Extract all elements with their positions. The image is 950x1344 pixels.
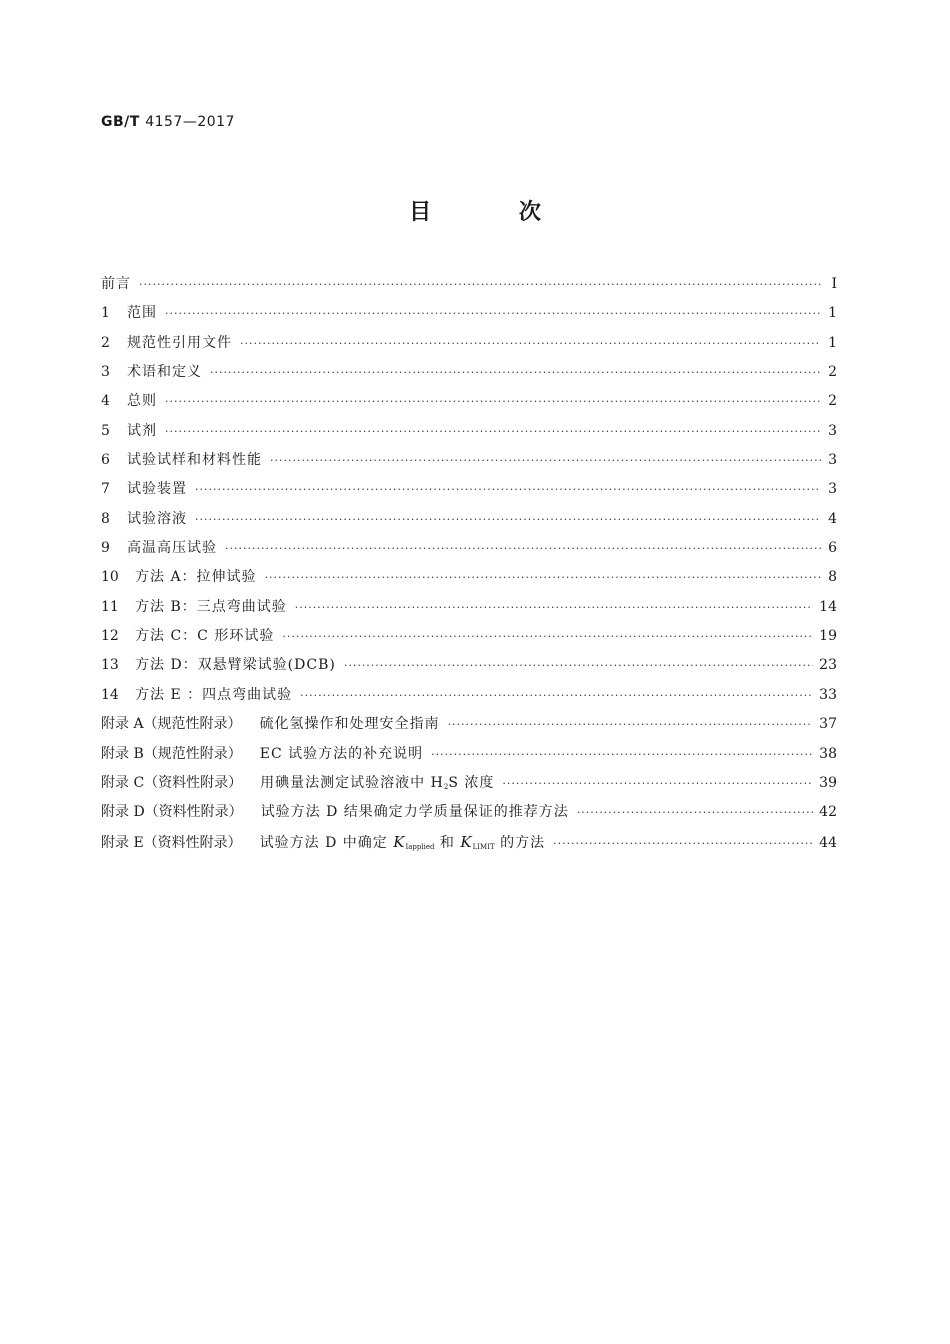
toc-entry-title: 前言 [101, 276, 131, 292]
subscript: LIMIT [472, 842, 495, 851]
toc-entry-page: 19 [819, 628, 837, 645]
toc-leader-dots [577, 798, 813, 827]
toc-leader-dots [165, 387, 821, 416]
toc-entry-page: 33 [819, 686, 837, 703]
toc-entry-8[interactable] [101, 505, 837, 534]
toc-entry-page: 44 [819, 834, 837, 851]
title-part: 和 [434, 834, 461, 851]
toc-entry-number: 12 [101, 628, 119, 645]
k-symbol: K [393, 832, 406, 851]
toc-entry-page: 42 [819, 804, 837, 821]
toc-appendix-label: 附录 A（规范性附录） [101, 716, 242, 733]
toc-entry-appendix-a[interactable] [101, 710, 837, 739]
toc-entry-title: 试验溶液 [127, 510, 187, 527]
table-of-contents [101, 270, 837, 857]
toc-entry-9[interactable] [101, 534, 837, 563]
title-part: 用碘量法测定试验溶液中 H [260, 774, 444, 791]
toc-entry-appendix-c[interactable] [101, 769, 837, 798]
toc-entry-6[interactable] [101, 446, 837, 475]
toc-leader-dots [282, 622, 813, 651]
toc-entry-number: 14 [101, 686, 119, 703]
toc-appendix-label: 附录 D（资料性附录） [101, 804, 243, 821]
toc-leader-dots [139, 270, 821, 299]
toc-entry-number: 3 [101, 364, 110, 381]
toc-entry-page: 38 [819, 745, 837, 762]
toc-entry-3[interactable] [101, 358, 837, 387]
toc-entry-title: 高温高压试验 [127, 540, 217, 557]
toc-entry-title: 硫化氢操作和处理安全指南 [259, 716, 440, 733]
toc-entry-title: 方法 C：C 形环试验 [135, 628, 275, 645]
toc-entry-page: 37 [819, 716, 837, 733]
toc-leader-dots [431, 740, 813, 769]
title-part: 试验方法 D 中确定 [259, 834, 394, 851]
toc-entry-number: 8 [101, 510, 110, 527]
toc-entry-number: 11 [101, 598, 119, 615]
toc-leader-dots [165, 299, 821, 328]
standard-number [101, 114, 235, 130]
toc-leader-dots [165, 417, 821, 446]
title-part: 的方法 [494, 834, 546, 851]
toc-entry-number: 10 [101, 569, 119, 586]
toc-entry-page: 23 [819, 657, 837, 674]
toc-entry-10[interactable] [101, 563, 837, 592]
toc-entry-number: 7 [101, 481, 110, 498]
toc-entry-appendix-b[interactable] [101, 740, 837, 769]
toc-entry-13[interactable] [101, 651, 837, 680]
toc-entry-7[interactable] [101, 475, 837, 504]
toc-leader-dots [195, 505, 821, 534]
toc-entry-page: Ⅰ [831, 276, 837, 292]
toc-leader-dots [300, 681, 813, 710]
toc-entry-page: 39 [819, 774, 837, 791]
toc-entry-foreword[interactable] [101, 270, 837, 299]
subscript: 2 [443, 782, 449, 791]
toc-entry-page: 3 [828, 481, 837, 498]
toc-entry-title: 试验试样和材料性能 [127, 452, 262, 469]
toc-leader-dots [295, 593, 813, 622]
toc-appendix-label: 附录 C（资料性附录） [101, 774, 243, 791]
toc-leader-dots [195, 475, 821, 504]
toc-leader-dots [210, 358, 821, 387]
toc-entry-1[interactable] [101, 299, 837, 328]
toc-entry-number: 4 [101, 393, 110, 410]
toc-entry-page: 3 [828, 452, 837, 469]
toc-entry-title: 方法 A：拉伸试验 [135, 569, 257, 586]
toc-entry-number: 1 [101, 305, 110, 322]
toc-leader-dots [265, 563, 821, 592]
toc-entry-title: 试验装置 [127, 481, 187, 498]
standard-year-number: 4157—2017 [145, 114, 235, 130]
toc-entry-page: 2 [828, 393, 837, 410]
toc-leader-dots [553, 829, 813, 858]
k-symbol: K [460, 832, 473, 851]
toc-entry-number: 2 [101, 334, 110, 351]
toc-entry-number: 6 [101, 452, 110, 469]
toc-entry-page: 14 [819, 598, 837, 615]
toc-entry-14[interactable] [101, 681, 837, 710]
toc-leader-dots [240, 329, 821, 358]
toc-entry-title [260, 828, 545, 862]
subscript: Iapplied [405, 842, 435, 851]
toc-entry-5[interactable] [101, 417, 837, 446]
toc-heading: 目 次 [409, 200, 581, 225]
toc-entry-title: 试验方法 D 结果确定力学质量保证的推荐方法 [260, 804, 569, 821]
toc-entry-title [260, 769, 494, 802]
toc-leader-dots [448, 710, 814, 739]
toc-entry-page: 1 [828, 305, 837, 322]
toc-leader-dots [344, 651, 813, 680]
toc-entry-4[interactable] [101, 387, 837, 416]
toc-entry-appendix-e[interactable] [101, 828, 837, 857]
toc-entry-12[interactable] [101, 622, 837, 651]
title-part: S 浓度 [448, 774, 495, 791]
toc-entry-appendix-d[interactable] [101, 798, 837, 827]
toc-entry-title: EC 试验方法的补充说明 [259, 745, 424, 762]
toc-entry-page: 8 [828, 569, 837, 586]
toc-entry-title: 术语和定义 [127, 364, 202, 381]
toc-appendix-label: 附录 B（规范性附录） [101, 745, 242, 762]
toc-entry-title: 方法 D：双悬臂梁试验(DCB) [135, 657, 336, 674]
toc-leader-dots [502, 769, 813, 798]
toc-entry-page: 6 [828, 540, 837, 557]
toc-entry-title: 方法 B：三点弯曲试验 [135, 598, 287, 615]
toc-entry-page: 4 [828, 510, 837, 527]
toc-entry-page: 1 [828, 334, 837, 351]
standard-code: GB/T [101, 114, 140, 130]
toc-leader-dots [270, 446, 821, 475]
toc-entry-11[interactable] [101, 593, 837, 622]
toc-entry-page: 2 [828, 364, 837, 381]
toc-entry-title: 范围 [127, 305, 157, 322]
toc-entry-title: 方法 E ：四点弯曲试验 [135, 686, 293, 703]
toc-entry-number: 9 [101, 540, 110, 557]
toc-entry-title: 试剂 [127, 422, 157, 439]
toc-entry-2[interactable] [101, 329, 837, 358]
toc-entry-title: 总则 [127, 393, 157, 410]
toc-appendix-label: 附录 E（资料性附录） [101, 834, 242, 851]
toc-entry-title: 规范性引用文件 [127, 334, 232, 351]
toc-leader-dots [225, 534, 821, 563]
toc-entry-number: 5 [101, 422, 110, 439]
toc-entry-number: 13 [101, 657, 119, 674]
toc-entry-page: 3 [828, 422, 837, 439]
